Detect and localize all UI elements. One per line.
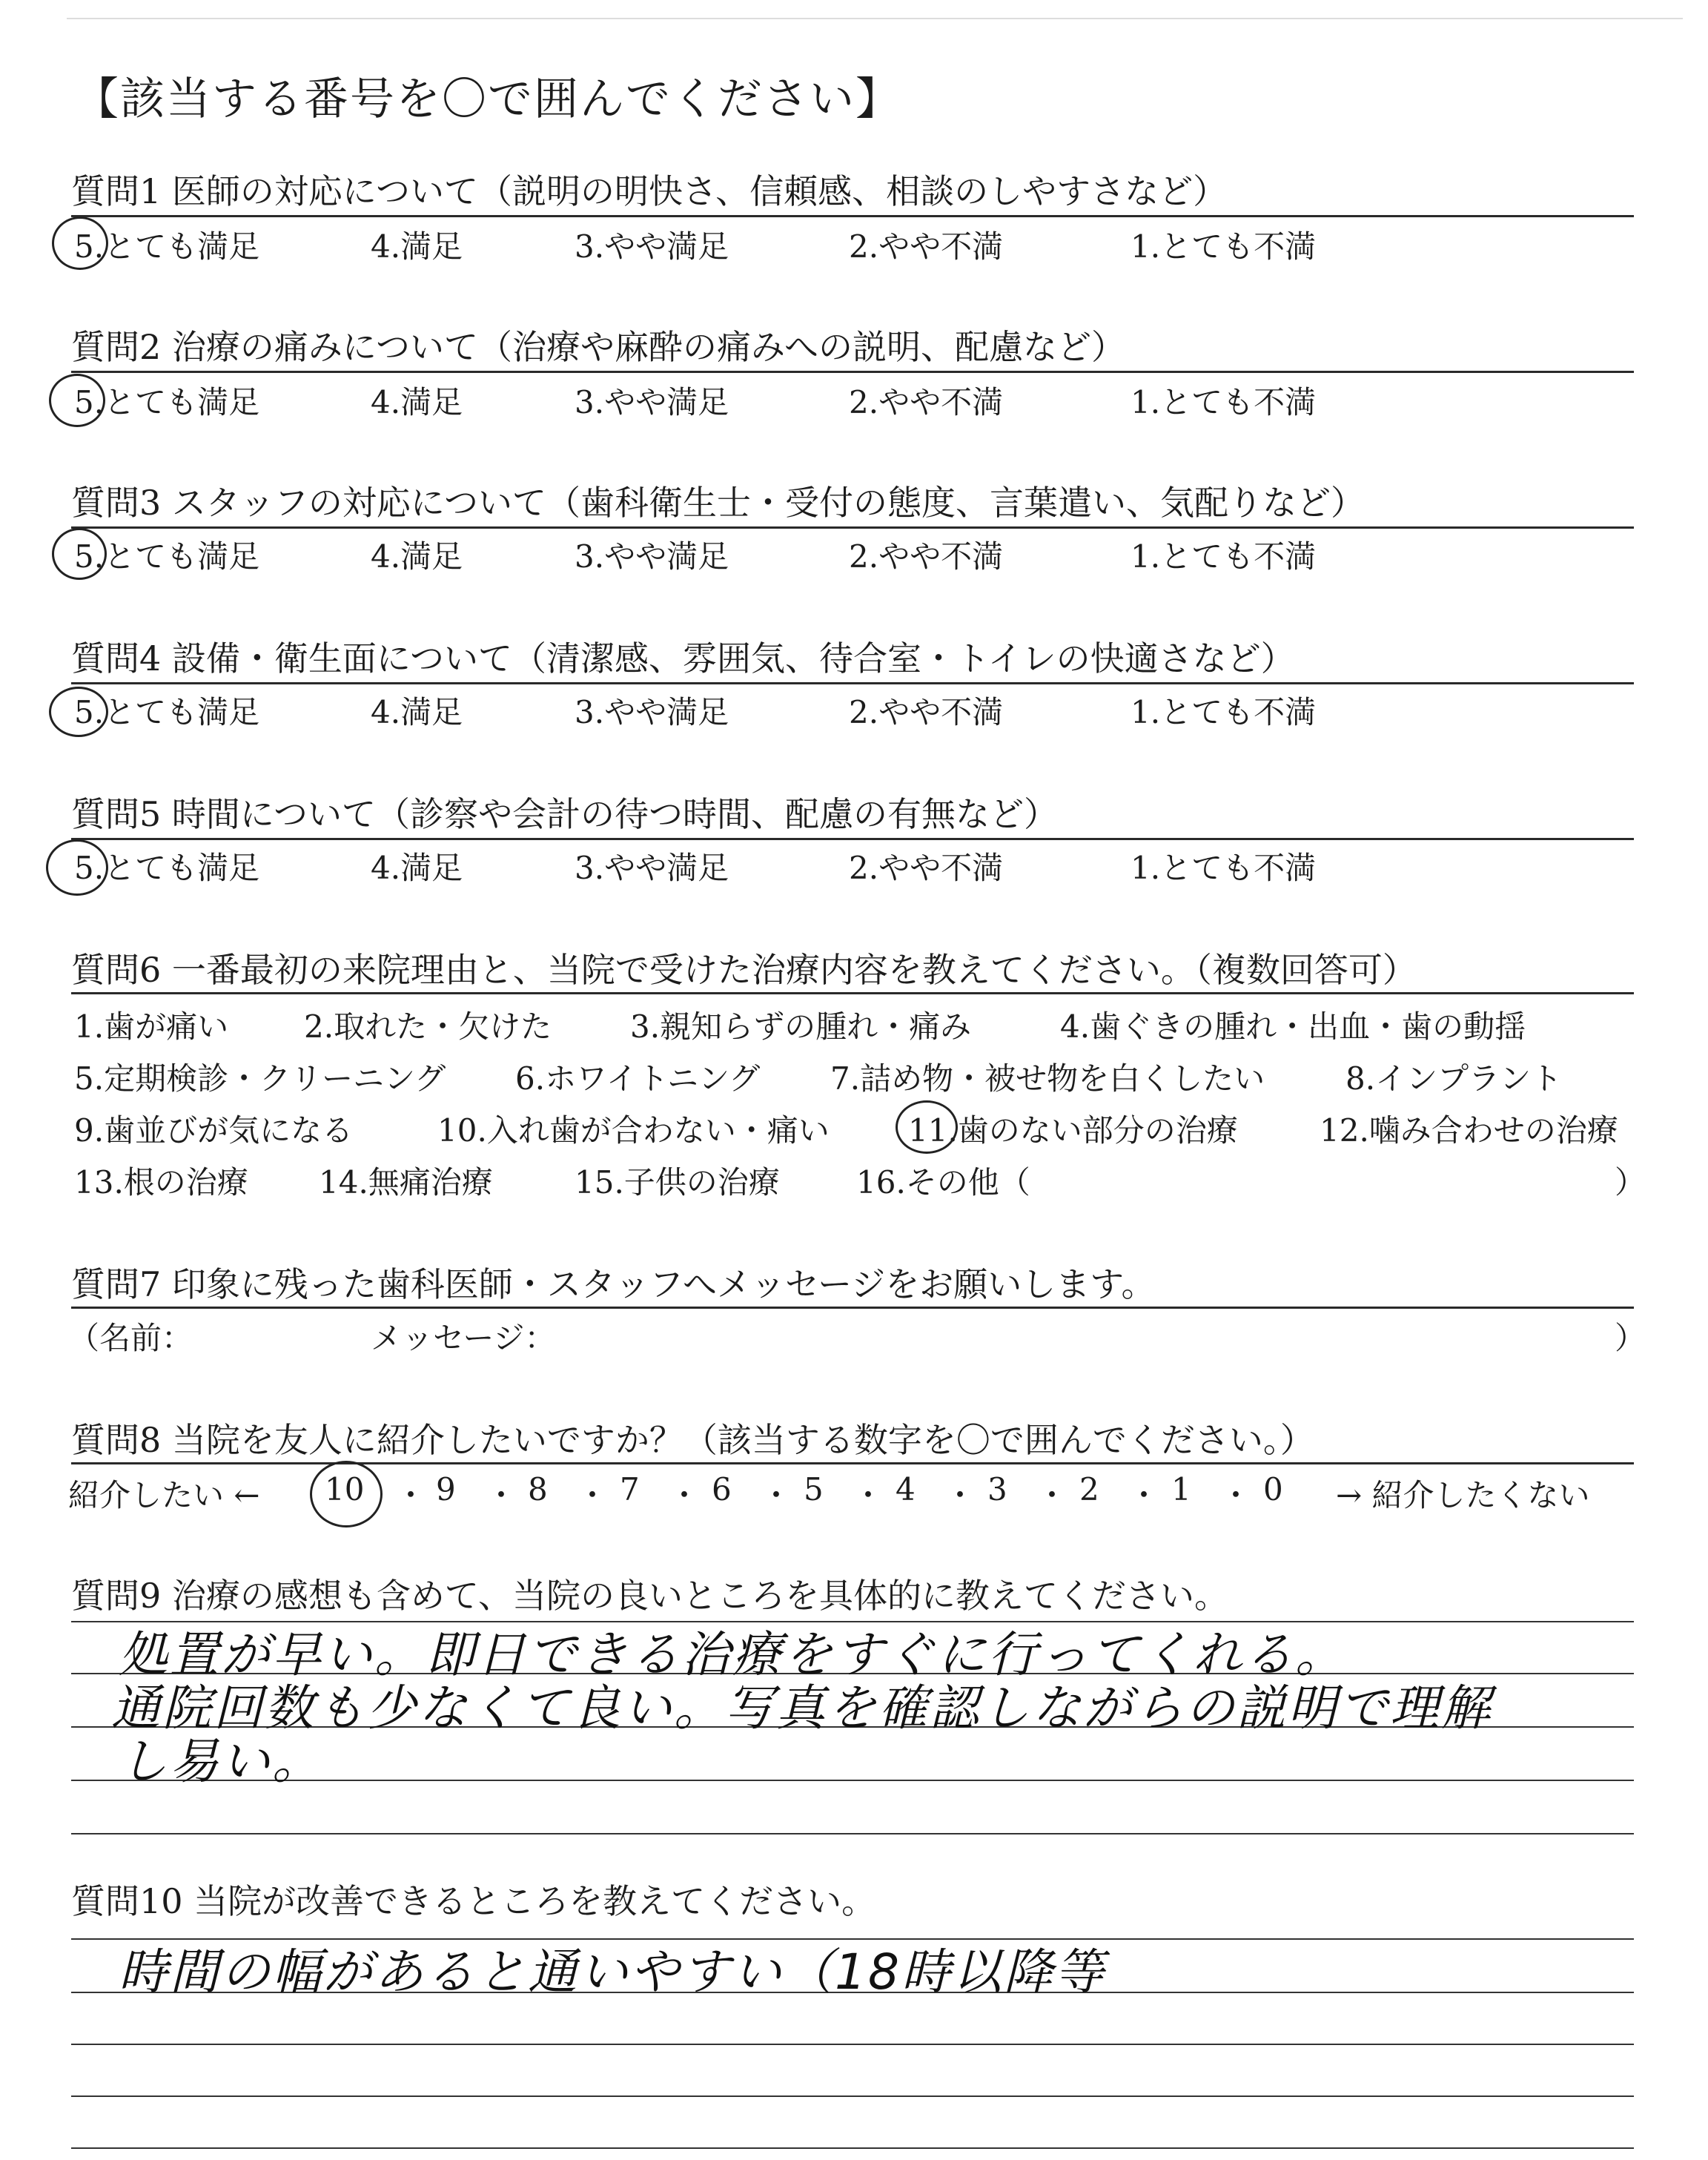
question-2-rule — [71, 371, 1634, 373]
scale-dot: ・ — [1036, 1477, 1068, 1513]
question-10-label: 質問10 当院が改善できるところを教えてください。 — [71, 1881, 876, 1921]
option-satisfied[interactable]: 4.満足 — [371, 384, 463, 420]
option-somewhat-satisfied[interactable]: 3.やや満足 — [575, 228, 729, 265]
scale-value[interactable]: 2 — [1079, 1471, 1099, 1507]
reason-option[interactable]: 2.取れた・欠けた — [304, 1008, 552, 1045]
option-somewhat-dissatisfied[interactable]: 2.やや不満 — [849, 384, 1004, 420]
option-very-satisfied[interactable]: 5.とても満足 — [74, 850, 260, 886]
selected-circle-mark — [46, 839, 108, 896]
option-very-dissatisfied[interactable]: 1.とても不満 — [1131, 228, 1317, 265]
option-very-dissatisfied[interactable]: 1.とても不満 — [1131, 850, 1317, 886]
scale-dot: ・ — [486, 1477, 517, 1513]
option-somewhat-satisfied[interactable]: 3.やや満足 — [575, 538, 729, 575]
reason-option[interactable]: 1.歯が痛い — [74, 1008, 229, 1045]
selected-circle-mark — [896, 1100, 958, 1154]
reason-option[interactable]: 8.インプラント — [1345, 1060, 1563, 1097]
scale-value[interactable]: 7 — [620, 1471, 640, 1507]
reason-option-other[interactable]: 16.その他（ — [856, 1164, 1030, 1200]
recommend-left-label: 紹介したい ← — [68, 1477, 260, 1513]
question-1-rule — [71, 215, 1634, 217]
question-8-rule — [71, 1462, 1634, 1464]
question-8-label: 質問8 当院を友人に紹介したいですか？（該当する数字を〇で囲んでください。） — [71, 1420, 1314, 1460]
handwritten-answer-line: 時間の幅があると通いやすい（18時以降等 — [119, 1943, 1106, 2001]
reason-option[interactable]: 6.ホワイトニング — [515, 1060, 761, 1097]
option-satisfied[interactable]: 4.満足 — [371, 694, 463, 730]
option-satisfied[interactable]: 4.満足 — [371, 850, 463, 886]
reason-option[interactable]: 4.歯ぐきの腫れ・出血・歯の動揺 — [1060, 1008, 1526, 1045]
reason-option[interactable]: 13.根の治療 — [74, 1164, 248, 1200]
option-very-satisfied[interactable]: 5.とても満足 — [74, 694, 260, 730]
scale-dot: ・ — [395, 1477, 427, 1513]
option-somewhat-satisfied[interactable]: 3.やや満足 — [575, 850, 729, 886]
selected-circle-mark — [49, 374, 105, 427]
selected-circle-mark — [49, 687, 108, 737]
scale-dot: ・ — [1128, 1477, 1160, 1513]
reason-option[interactable]: 14.無痛治療 — [319, 1164, 493, 1200]
recommend-right-label: → 紹介したくない — [1336, 1477, 1590, 1513]
option-somewhat-satisfied[interactable]: 3.やや満足 — [575, 384, 729, 420]
scale-dot: ・ — [669, 1477, 701, 1513]
question-7-label: 質問7 印象に残った歯科医師・スタッフへメッセージをお願いします。 — [71, 1264, 1156, 1304]
question-6-rule — [71, 992, 1634, 994]
scale-value[interactable]: 8 — [528, 1471, 548, 1507]
scale-dot: ・ — [761, 1477, 792, 1513]
option-somewhat-dissatisfied[interactable]: 2.やや不満 — [849, 850, 1004, 886]
scale-value[interactable]: 10 — [325, 1471, 365, 1507]
reason-option[interactable]: 9.歯並びが気になる — [74, 1112, 354, 1149]
handwritten-answer-line: し易い。 — [119, 1733, 323, 1790]
question-4-label: 質問4 設備・衛生面について（清潔感、雰囲気、待合室・トイレの快適さなど） — [71, 638, 1295, 678]
reason-option[interactable]: 11.歯のない部分の治療 — [908, 1112, 1238, 1149]
option-very-satisfied[interactable]: 5.とても満足 — [74, 228, 260, 265]
option-very-dissatisfied[interactable]: 1.とても不満 — [1131, 694, 1317, 730]
option-somewhat-dissatisfied[interactable]: 2.やや不満 — [849, 538, 1004, 575]
scale-dot: ・ — [944, 1477, 976, 1513]
reason-option[interactable]: 15.子供の治療 — [575, 1164, 780, 1200]
option-very-satisfied[interactable]: 5.とても満足 — [74, 538, 260, 575]
reason-option[interactable]: 3.親知らずの腫れ・痛み — [630, 1008, 972, 1045]
scale-value[interactable]: 9 — [436, 1471, 456, 1507]
scale-value[interactable]: 1 — [1171, 1471, 1191, 1507]
scale-value[interactable]: 3 — [987, 1471, 1007, 1507]
scale-dot: ・ — [853, 1477, 884, 1513]
question-3-label: 質問3 スタッフの対応について（歯科衛生士・受付の態度、言葉遣い、気配りなど） — [71, 483, 1365, 523]
reason-option[interactable]: 7.詰め物・被せ物を白くしたい — [830, 1060, 1265, 1097]
scale-dot: ・ — [1220, 1477, 1252, 1513]
reason-option[interactable]: 12.噛み合わせの治療 — [1320, 1112, 1618, 1149]
other-close-paren: ） — [1615, 1164, 1646, 1200]
selected-circle-mark — [52, 217, 108, 270]
question-9-label: 質問9 治療の感想も含めて、当院の良いところを具体的に教えてください。 — [71, 1576, 1228, 1616]
option-satisfied[interactable]: 4.満足 — [371, 538, 463, 575]
handwritten-answer-line: 処置が早い。即日できる治療をすぐに行ってくれる。 — [119, 1626, 1346, 1683]
option-very-dissatisfied[interactable]: 1.とても不満 — [1131, 384, 1317, 420]
question-2-label: 質問2 治療の痛みについて（治療や麻酔の痛みへの説明、配慮など） — [71, 327, 1126, 367]
option-very-satisfied[interactable]: 5.とても満足 — [74, 384, 260, 420]
message-field-label[interactable]: メッセージ： — [371, 1320, 556, 1356]
question-5-label: 質問5 時間について（診察や会計の待つ時間、配慮の有無など） — [71, 794, 1058, 834]
answer-rule — [71, 2095, 1634, 2097]
selected-circle-mark — [310, 1461, 383, 1527]
option-somewhat-satisfied[interactable]: 3.やや満足 — [575, 694, 729, 730]
answer-rule — [71, 2044, 1634, 2045]
question-4-rule — [71, 682, 1634, 684]
option-somewhat-dissatisfied[interactable]: 2.やや不満 — [849, 228, 1004, 265]
option-somewhat-dissatisfied[interactable]: 2.やや不満 — [849, 694, 1004, 730]
instruction-title: 【該当する番号を〇で囲んでください】 — [74, 73, 901, 125]
name-field-label[interactable]: （名前： — [68, 1320, 193, 1356]
scale-value[interactable]: 0 — [1263, 1471, 1283, 1507]
message-close-paren: ） — [1615, 1320, 1646, 1356]
selected-circle-mark — [52, 528, 107, 580]
question-5-rule — [71, 838, 1634, 840]
page-top-edge — [67, 18, 1683, 19]
option-satisfied[interactable]: 4.満足 — [371, 228, 463, 265]
scale-value[interactable]: 4 — [896, 1471, 916, 1507]
scale-value[interactable]: 5 — [804, 1471, 824, 1507]
reason-option[interactable]: 5.定期検診・クリーニング — [74, 1060, 446, 1097]
scale-value[interactable]: 6 — [712, 1471, 732, 1507]
scale-dot: ・ — [577, 1477, 609, 1513]
reason-option[interactable]: 10.入れ歯が合わない・痛い — [437, 1112, 830, 1149]
question-7-rule — [71, 1307, 1634, 1309]
question-1-label: 質問1 医師の対応について（説明の明快さ、信頼感、相談のしやすさなど） — [71, 171, 1228, 211]
question-3-rule — [71, 526, 1634, 529]
answer-rule — [71, 2147, 1634, 2149]
option-very-dissatisfied[interactable]: 1.とても不満 — [1131, 538, 1317, 575]
question-6-label: 質問6 一番最初の来院理由と、当院で受けた治療内容を教えてください。（複数回答可） — [71, 950, 1417, 990]
answer-rule — [71, 1833, 1634, 1834]
handwritten-answer-line: 通院回数も少なくて良い。写真を確認しながらの説明で理解 — [111, 1680, 1492, 1737]
